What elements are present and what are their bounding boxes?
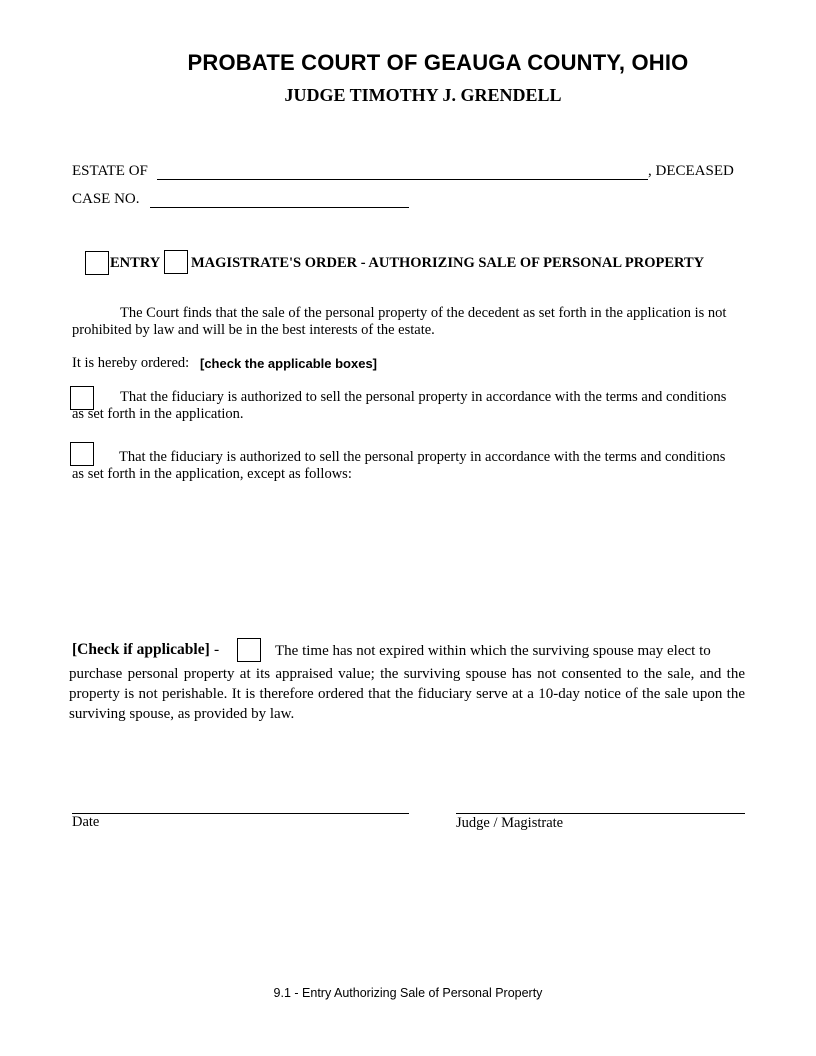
deceased-label: , DECEASED [648,163,734,179]
judge-signature-line[interactable] [456,813,745,814]
entry-checkbox[interactable] [85,251,109,275]
ordered-hint: [check the applicable boxes] [200,356,378,371]
form-footer: 9.1 - Entry Authorizing Sale of Personal Property [273,986,543,1000]
case-no-label: CASE NO. [72,191,140,207]
ordered-label: It is hereby ordered: [72,355,190,371]
option2-line1: That the fiduciary is authorized to sell the personal property in accordance with the terms and conditions [119,449,726,465]
judge-name: JUDGE TIMOTHY J. GRENDELL [284,85,562,105]
estate-of-label: ESTATE OF [72,163,148,179]
findings-paragraph: The Court finds that the sale of the personal property of the decedent as set forth in the application is not prohibited by law and will be in the best interests of the estate. [72,305,727,338]
court-title: PROBATE COURT OF GEAUGA COUNTY, OHIO [187,50,689,75]
spouse-line1: The time has not expired within which the surviving spouse may elect to [275,643,711,659]
check-if-applicable-label: [Check if applicable] [72,641,210,658]
magistrate-order-checkbox[interactable] [164,250,188,274]
option2-line2: as set forth in the application, except as follows: [72,466,352,482]
option1-line1: That the fiduciary is authorized to sell the personal property in accordance with the terms and conditions [120,389,727,405]
check-dash: - [214,641,220,658]
date-signature-line[interactable] [72,813,409,814]
spouse-paragraph: purchase personal property at its appraised value; the surviving spouse has not consented to the sale, and the property is not perishable. It is therefore ordered that the fiduciary serve at a 10-day notice of the sale upon the surviving spouse, as provided by law. [69,666,745,722]
date-label: Date [72,814,100,830]
case-no-field[interactable] [150,207,409,208]
estate-name-field[interactable] [157,179,648,180]
spouse-notice-checkbox[interactable] [237,638,261,662]
judge-magistrate-label: Judge / Magistrate [456,815,564,831]
option-sell-except-checkbox[interactable] [70,442,94,466]
order-title: MAGISTRATE'S ORDER - AUTHORIZING SALE OF PERSONAL PROPERTY [191,255,705,271]
option1-line2: as set forth in the application. [72,406,244,422]
entry-label: ENTRY [110,255,161,271]
